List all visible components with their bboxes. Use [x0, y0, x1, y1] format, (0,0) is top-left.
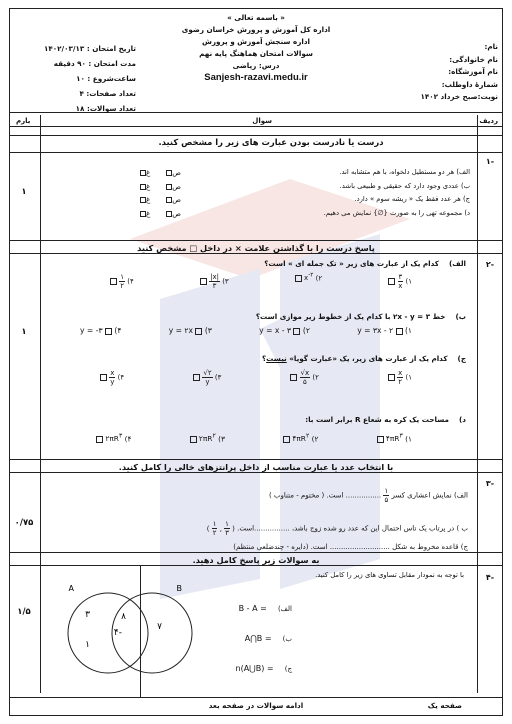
answer-checkbox[interactable] — [377, 436, 384, 443]
venn-only-a-2: ۱ — [85, 640, 90, 650]
exam-info — [16, 41, 136, 116]
answer-checkbox[interactable] — [96, 436, 103, 443]
bismillah: « باسمه تعالی » — [227, 13, 285, 22]
score-column-divider — [40, 115, 41, 693]
q2b-question: ب) خط ۳ = ۲x - y با کدام یک از خطوط زیر موازی است؟ — [255, 312, 466, 321]
q1-answer-row: ص غ — [140, 207, 181, 221]
q3-part-a: الف) نمایش اعشاری کسر ۱ ۵ ................ است. ( مختوم - متناوب ) — [268, 487, 468, 504]
q2a-options — [110, 273, 412, 290]
answer-checkbox[interactable] — [190, 436, 197, 443]
q2d-options — [96, 433, 412, 443]
answer-checkbox[interactable] — [105, 328, 112, 335]
col-score: بارم — [16, 117, 31, 125]
q2c-option-1[interactable]: ۱) x ۲ — [388, 369, 412, 386]
column-header — [10, 115, 502, 127]
q1-item-d: د) مجموعه تهی را به صورت {∅} نمایش می دهیم. — [323, 208, 470, 217]
q3-band: با انتخاب عدد یا عبارت مناسب از داخل پرانتزهای خالی را کامل کنید. — [10, 459, 502, 473]
field-candidate-number: شمارهٔ داوطلب: — [441, 79, 498, 89]
q4-number: -۴ — [485, 573, 495, 582]
q4-band: به سوالات زیر پاسخ کامل دهید. — [10, 552, 502, 566]
q4-bottom-border — [10, 697, 502, 698]
q1-score: ۱ — [21, 187, 27, 197]
venn-only-b-1: ۷ — [157, 622, 162, 632]
answer-checkbox[interactable] — [388, 278, 395, 285]
answer-checkbox[interactable] — [110, 278, 117, 285]
q3-score: ۰/۷۵ — [14, 518, 34, 528]
venn-circle-a — [68, 593, 148, 673]
q2d-option-2[interactable]: ۲) $۴\pi R^۲$ — [283, 433, 318, 443]
q4-part-c: ج) n(A⋃B) = — [235, 664, 292, 673]
q2b-option-2[interactable]: ۲) y = x - ۳ — [259, 326, 310, 335]
q1-item-b: ب) عددی وجود دارد که حقیقی و طبیعی باشد. — [339, 181, 470, 190]
q3-b-options: ( ۱ ۲ , ۱ ۳ ) — [206, 520, 235, 537]
q2a-option-3[interactable]: ۳) |x| ۳ — [200, 273, 229, 290]
q2b-option-1[interactable]: ۱) y = ۳x - ۲ — [357, 326, 412, 335]
answer-checkbox[interactable] — [200, 278, 207, 285]
q1-item-c: ج) هر عدد فقط یک « ریشه سوم » دارد. — [354, 195, 470, 203]
q4-part-b: ب) A⋂B = — [244, 634, 292, 643]
venn-only-a-1: ۳ — [85, 610, 90, 620]
start-time: ساعت‌شروع : ۱۰ — [76, 74, 136, 83]
q2d-option-1[interactable]: ۱) $۴\pi R^۳$ — [377, 433, 412, 443]
answer-checkbox[interactable] — [195, 328, 202, 335]
q2-band: پاسخ درست را با گذاشتن علامت × در داخل □ مشخص کنید — [10, 240, 502, 254]
q2a-option-1[interactable]: ۱) ۳ x — [388, 273, 412, 290]
venn-circle-b — [112, 593, 192, 673]
q2a-option-4[interactable]: ۴) ۱ ۲ — [110, 273, 134, 290]
q2b-options — [80, 326, 412, 335]
answer-checkbox[interactable] — [193, 374, 200, 381]
col-question: سوال — [252, 117, 272, 125]
venn-diagram — [60, 577, 200, 687]
q4-parts — [236, 594, 292, 684]
field-family: نام خانوادگی: — [449, 54, 498, 64]
footer-continue: ادامه سوالات در صفحه بعد — [208, 701, 304, 710]
answer-checkbox[interactable] — [295, 275, 302, 282]
header-center — [140, 12, 372, 84]
answer-checkbox[interactable] — [293, 328, 300, 335]
answer-checkbox[interactable] — [388, 374, 395, 381]
q1-title: درست یا نادرست بودن عبارت های زیر را مشخص کنید. — [158, 137, 384, 147]
q2c-option-2[interactable]: ۲) √x ۵ — [290, 369, 319, 386]
question-count: تعداد سوالات: ۱۸ — [75, 104, 136, 113]
q2-number: -۲ — [485, 260, 495, 269]
col-row: ردیف — [479, 117, 498, 125]
q2b-option-4[interactable]: ۴) y = -۳ — [80, 326, 122, 335]
exam-header — [10, 9, 502, 113]
exam-duration: مدت امتحان : ۹۰ دقیقه — [53, 59, 136, 68]
field-name: نام: — [484, 42, 498, 51]
org-department: اداره سنجش آموزش و پرورش — [202, 37, 310, 46]
q1-title-border — [10, 152, 502, 153]
q2a-option-2[interactable]: ۲) $x^{-۲}$ — [295, 273, 322, 290]
exam-date: تاریخ امتحان : ۱۴۰۲/۰۳/۱۳ — [43, 44, 136, 53]
exam-title: سوالات امتحان هماهنگ پایه نهم — [199, 49, 313, 58]
venn-label-a: A — [68, 584, 74, 593]
q1-answer-row: ص غ — [140, 166, 181, 180]
footer-page: صفحه یک — [427, 701, 462, 710]
answer-checkbox[interactable] — [396, 328, 403, 335]
q3-part-c: ج) قاعده مخروط به شکل ........................... است. (دایره - چندضلعی منتظم) — [233, 543, 468, 551]
q2-score: ۱ — [21, 327, 27, 337]
org-name: اداره کل آموزش و پرورش خراسان رضوی — [181, 25, 331, 34]
answer-checkbox[interactable] — [100, 374, 107, 381]
field-school: نام آموزشگاه: — [448, 67, 498, 77]
q2d-question: د) مساحت یک کره به شعاع R برابر است با: — [305, 415, 466, 424]
q2c-options — [100, 369, 412, 386]
q3-part-b: ب ) در پرتاب یک تاس احتمال این که عدد رو شده زوج باشد، ................است. ( ۱ ۲ , ۱ ۳ ) — [206, 520, 468, 537]
q2a-question: الف) کدام یک از عبارت های زیر « تک جمله ای » است؟ — [264, 259, 466, 268]
q1-answer-row: ص غ — [140, 180, 181, 194]
exam-page — [9, 8, 503, 716]
q3-number: -۳ — [485, 479, 495, 488]
q1-answer-row: ص غ — [140, 193, 181, 207]
q3-fraction: ۱ ۵ — [384, 487, 389, 504]
q2d-option-4[interactable]: ۴) $۲\pi R^۳$ — [96, 433, 131, 443]
subject: درس: ریاضی — [232, 61, 280, 70]
venn-both-2: -۴ — [113, 628, 122, 638]
q1-number: -۱ — [485, 157, 495, 166]
q2c-option-3[interactable]: ۳) √۲ y — [193, 369, 221, 386]
q2c-question: ج) کدام یک از عبارت های زیر، یک «عبارت گویا» نیست؟ — [261, 354, 466, 363]
q1-item-a: الف) هر دو مستطیل دلخواه، با هم متشابه اند. — [339, 168, 470, 176]
q4-score: ۱/۵ — [17, 607, 31, 617]
website: Sanjesh-razavi.medu.ir — [204, 72, 308, 83]
q2b-option-3[interactable]: ۳) y = ۲x — [168, 326, 212, 335]
venn-both-1: ۸ — [121, 612, 126, 622]
q2d-option-3[interactable]: ۳) $۲\pi R^۲$ — [190, 433, 225, 443]
venn-label-b: B — [176, 584, 182, 593]
q4-part-a: الف) B - A = — [238, 604, 292, 613]
page-count: تعداد صفحات: ۴ — [79, 89, 136, 98]
q2c-option-4[interactable]: ۴) $\frac{x}{y}$ — [100, 369, 124, 386]
q1-top-border — [10, 135, 502, 136]
row-column-divider — [477, 115, 478, 693]
student-info — [378, 41, 498, 104]
q4-intro: با توجه به نمودار مقابل تساوی های زیر را کامل کنید. — [315, 571, 464, 579]
session: نوبت:صبح خرداد ۱۴۰۲ — [420, 92, 498, 102]
answer-checkbox[interactable] — [283, 436, 290, 443]
q1-items — [324, 166, 470, 220]
answer-checkbox[interactable] — [290, 374, 297, 381]
q1-answer-boxes — [140, 166, 181, 220]
